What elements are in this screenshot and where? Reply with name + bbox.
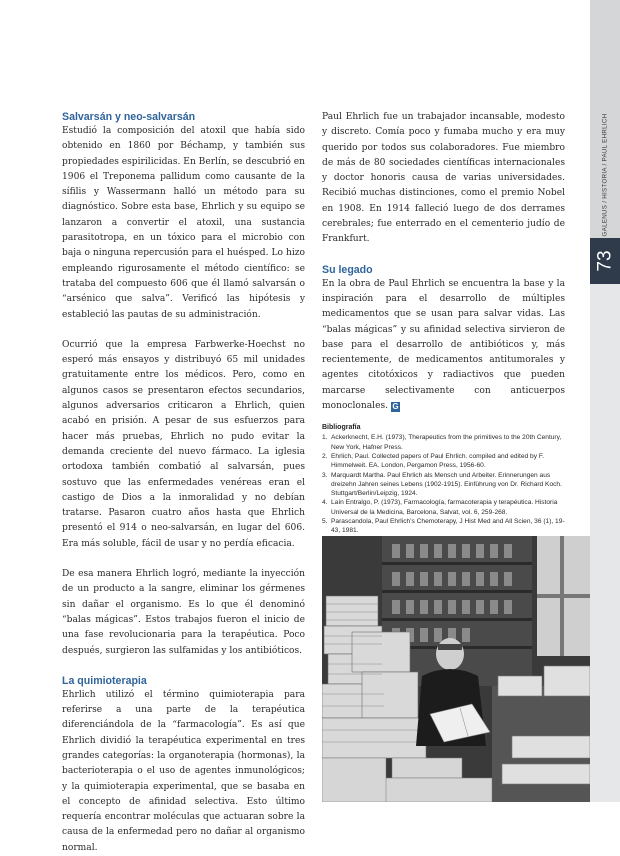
running-head: GALENUS / HISTORIA / PAUL EHRLICH [601,113,609,237]
section-title-salvarsan: Salvarsán y neo-salvarsán [62,111,196,123]
bibliography-item: 1. Ackerknecht, E.H. (1973), Therapeutics from the primitives to the 20th Century, New York, Hafner Press. [322,434,562,451]
bibliography-item: 4. Laín Entralgo, P. (1973), Farmacología, farmacoterapia y terapéutica. Historia Universal de la Medicina, Barcelona, Salvat, vol. 6, 259-268. [322,499,558,516]
photo-illustration [322,536,590,802]
paragraph: Paul Ehrlich fue un trabajador incansable, modesto y discreto. Comía poco y fumaba mucho y era muy querido por todos sus colaboradores. Fue miembro de más de 80 sociedades científicas internacionales y doctor honoris causa de varias universidades. Recibió muchas distinciones, como el premio Nobel en 1908. En 1914 falleció luego de dos derrames cerebrales; fue enterrado en el cementerio judío de Frankfurt. [322,112,565,245]
bibliography-item: 3. Marquardt Martha. Paul Ehrlich als Mensch und Arbeiter. Erinnerungen aus dreizehn Jahren seines Lebens (1902-1915). Einführung von Dr. Richard Koch. Stuttgart/Berlin/Leipzig, 1924. [322,471,562,498]
paragraph: Ehrlich utilizó el término quimioterapia para referirse a una parte de la terapéutica diferenciándola de la “farmacología”. Es así que Ehrlich dividió la terapéutica experimental en tres grandes categorías: la organoterapia (hormonas), la bacterioterapia o el uso de agentes inmunológicos; y la quimioterapia experimental, que se basaba en el concepto de afinidad selectiva. Esto último requería encontrar moléculas que actuaran sobre la causa de la enfermedad pero no dañar al organismo normal. [62,689,305,853]
page-number-box [590,238,620,284]
ehrlich-photo [322,536,590,802]
right-column [322,110,565,564]
section-title-quimioterapia: La quimioterapia [62,674,147,687]
paragraph: Ocurrió que la empresa Farbwerke-Hoechst no esperó más ensayos y distribuyó 65 mil unidades gratuitamente entre los médicos. Pero, como en algunos casos se presentaron efectos secundarios, algunos adversarios criticaron a Ehrlich, quien acabó en prisión. A pesar de sus esfuerzos para hacer más pruebas, Ehrlich no pudo evitar la demanda creciente del nuevo fármaco. La iglesia ortodoxa también combatió al salvarsán, pues sostuvo que las enfermedades venéreas eran el castigo de Dios a la inmoralidad y no debían tratarse. Pasaron cuatro años hasta que Ehrlich presentó el 914 o neo-salvarsán, en lugar del 606. Era más soluble, fácil de usar y no perdía eficacia. [62,339,305,549]
paragraph: Estudió la composición del atoxil que había sido obtenido en 1860 por Béchamp, y también sus propiedades espirilicidas. En Berlín, se descubrió en 1906 el Treponema pallidum como causante de la sífilis y Wassermann halló un método para su diagnóstico. Sobre esta base, Ehrlich y su equipo se lanzaron a convertir el atoxil, una sustancia parasitotropa, en un tóxico para el microbio con baja o ninguna repercusión para el huésped. Lo hizo empleando rigurosamente el método científico: se trataba del compuesto 606 que él llamó salvarsán o “arsénico que salva”. Verificó las hipótesis y estableció las pautas de su administración. [62,126,305,320]
paragraph-legado [322,277,565,415]
bibliography-title: Bibliografía [322,424,361,432]
left-column [62,110,305,856]
section-title-legado: Su legado [322,263,373,276]
page-number: 73 [594,250,616,272]
end-mark-icon: G [392,402,399,412]
paragraph: De esa manera Ehrlich logró, mediante la inyección de un producto a la sangre, eliminar los gérmenes sin dañar el organismo. Es lo que él denominó “balas mágicas”. Estos trabajos fueron el inicio de una fase revolucionaria para la terapéutica. Poco después, surgieron las sulfamidas y los antibióticos. [62,569,305,656]
bibliography-item: 2. Ehrlich, Paul. Collected papers of Paul Ehrlich. compiled and edited by F. Himmelweit. EA. London, Pergamon Press, 1956-60. [322,452,544,470]
paragraph-text: En la obra de Paul Ehrlich se encuentra la base y la inspiración para el desarrollo de múltiples medicamentos que se usan para salvar vidas. Las “balas mágicas” y su afinidad selectiva sirvieron de base para el desarrollo de antibióticos y, más recientemente, de medicamentos antitumorales y agentes citotóxicos y radiactivos que pueden marcarse selectivamente con anticuerpos monoclonales. [322,278,565,412]
bibliography-item: 5. Parascandola, Paul Ehrlich’s Chemoterapy, J Hist Med and All Scien, 36 (1), 19-43, 1981. [322,518,565,535]
